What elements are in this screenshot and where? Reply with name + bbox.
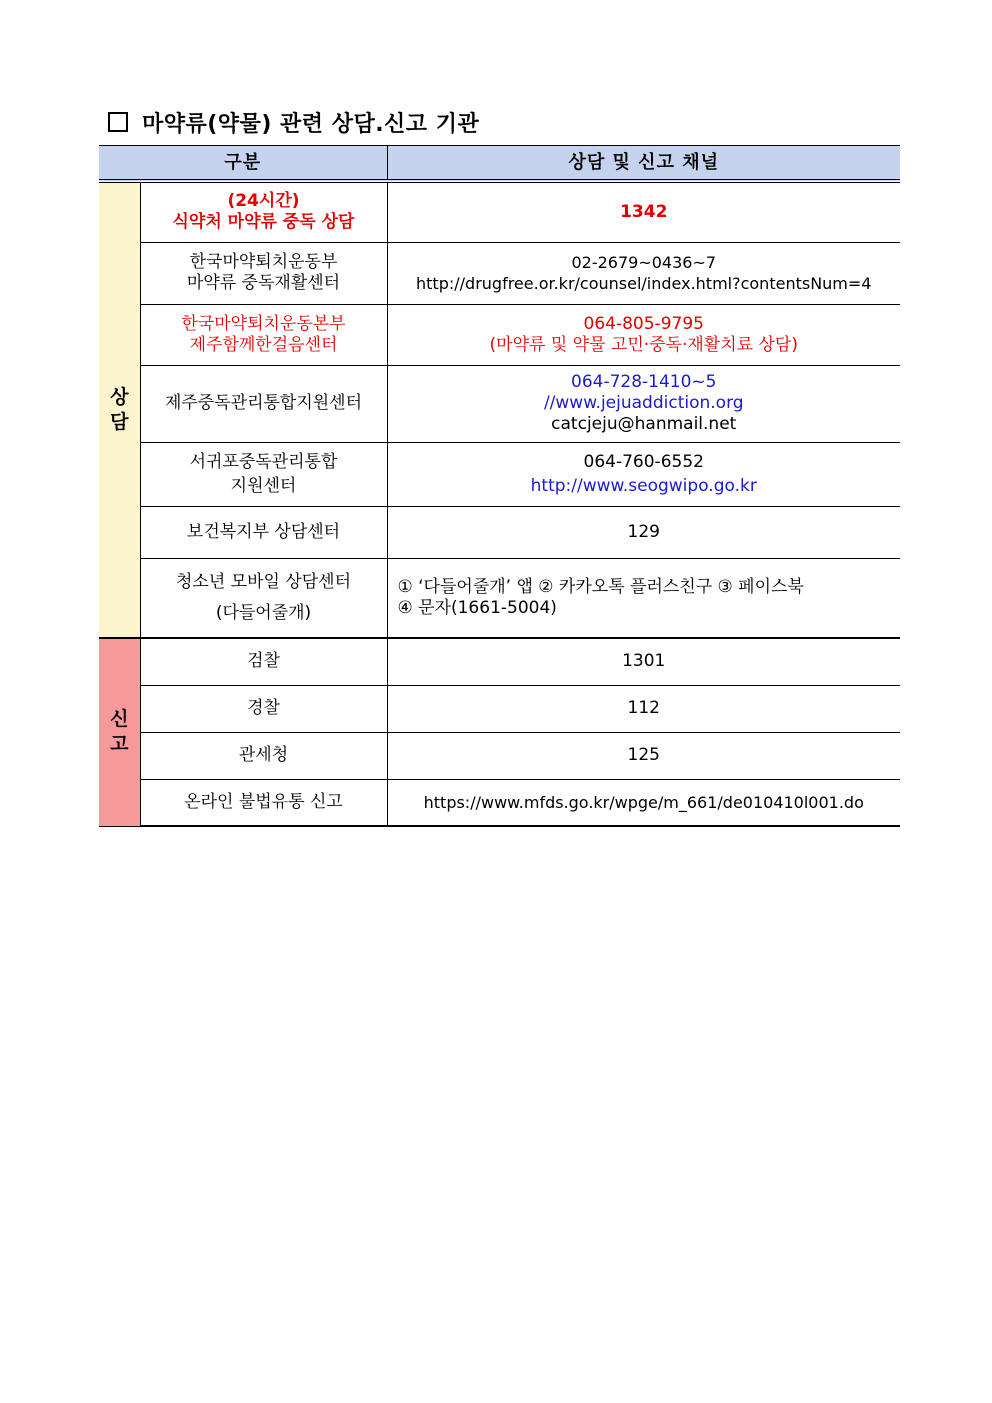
page-heading — [108, 106, 479, 138]
org-name-line: 한국마약퇴치운동본부 — [181, 313, 346, 334]
org-name — [140, 181, 387, 242]
phone-number: 02-2679~0436~7 — [571, 253, 717, 272]
org-name — [140, 558, 387, 638]
org-name-line: (24시간) — [227, 191, 300, 212]
channel-note: (마약류 및 약물 고민·중독·재활치료 상담) — [489, 334, 798, 355]
contact-table — [99, 145, 900, 827]
table-row — [99, 685, 900, 732]
org-name: 경찰 — [140, 685, 387, 732]
section-char: 신 고 — [110, 708, 129, 756]
checkbox-square-icon — [108, 112, 128, 132]
table-row — [99, 732, 900, 779]
url-link[interactable]: http://drugfree.or.kr/counsel/index.html?contentsNum=4 — [416, 274, 872, 293]
table-row — [99, 442, 900, 506]
phone-number: 064-728-1410~5 — [571, 372, 717, 392]
channel-cell: 1342 — [387, 181, 900, 242]
table-row — [99, 181, 900, 242]
org-name-line: 지원센터 — [230, 475, 297, 496]
table-row — [99, 242, 900, 304]
email-address[interactable]: catcjeju@hanmail.net — [551, 414, 737, 434]
header-category: 구분 — [99, 146, 387, 182]
page-title: 마약류(약물) 관련 상담.신고 기관 — [142, 111, 480, 137]
org-name: 보건복지부 상담센터 — [140, 506, 387, 558]
table-header-row — [99, 146, 900, 182]
org-name — [140, 442, 387, 506]
channel-list-line: ④ 문자(1661-5004) — [397, 597, 557, 618]
org-name — [140, 242, 387, 304]
section-label-sangdam — [99, 181, 140, 638]
org-name-line: 마약류 중독재활센터 — [186, 273, 341, 293]
phone-number: 064-805-9795 — [583, 313, 704, 334]
phone-number: 064-760-6552 — [583, 451, 704, 472]
channel-cell: 125 — [387, 732, 900, 779]
channel-cell — [387, 365, 900, 442]
org-name-line: 식약처 마약류 중독 상담 — [172, 212, 355, 233]
url-link[interactable]: http://www.seogwipo.go.kr — [530, 475, 757, 496]
org-name — [140, 304, 387, 365]
table-row — [99, 304, 900, 365]
org-name: 관세청 — [140, 732, 387, 779]
header-channel: 상담 및 신고 채널 — [387, 146, 900, 182]
table-row — [99, 558, 900, 638]
org-name: 검찰 — [140, 638, 387, 685]
channel-cell — [387, 242, 900, 304]
org-name-line: 한국마약퇴치운동부 — [189, 252, 338, 272]
channel-cell: 129 — [387, 506, 900, 558]
section-char: 상 담 — [110, 386, 129, 433]
org-name: 제주중독관리통합지원센터 — [140, 365, 387, 442]
table-row — [99, 638, 900, 685]
channel-cell — [387, 304, 900, 365]
table-row — [99, 779, 900, 826]
table-row — [99, 365, 900, 442]
channel-list-line: ① ‘다들어줄개’ 앱 ② 카카오톡 플러스친구 ③ 페이스북 — [397, 576, 804, 597]
org-name-line: (다들어줄개) — [215, 602, 312, 623]
channel-cell — [387, 442, 900, 506]
org-name-line: 서귀포중독관리통합 — [189, 451, 338, 472]
org-name: 온라인 불법유통 신고 — [140, 779, 387, 826]
channel-cell[interactable]: https://www.mfds.go.kr/wpge/m_661/de010410l001.do — [387, 779, 900, 826]
channel-cell: 1301 — [387, 638, 900, 685]
channel-cell — [387, 558, 900, 638]
section-label-singo — [99, 638, 140, 826]
channel-cell: 112 — [387, 685, 900, 732]
org-name-line: 제주함께한걸음센터 — [189, 334, 338, 355]
org-name-line: 청소년 모바일 상담센터 — [175, 571, 352, 592]
url-link[interactable]: //www.jejuaddiction.org — [543, 393, 744, 413]
table-row — [99, 506, 900, 558]
